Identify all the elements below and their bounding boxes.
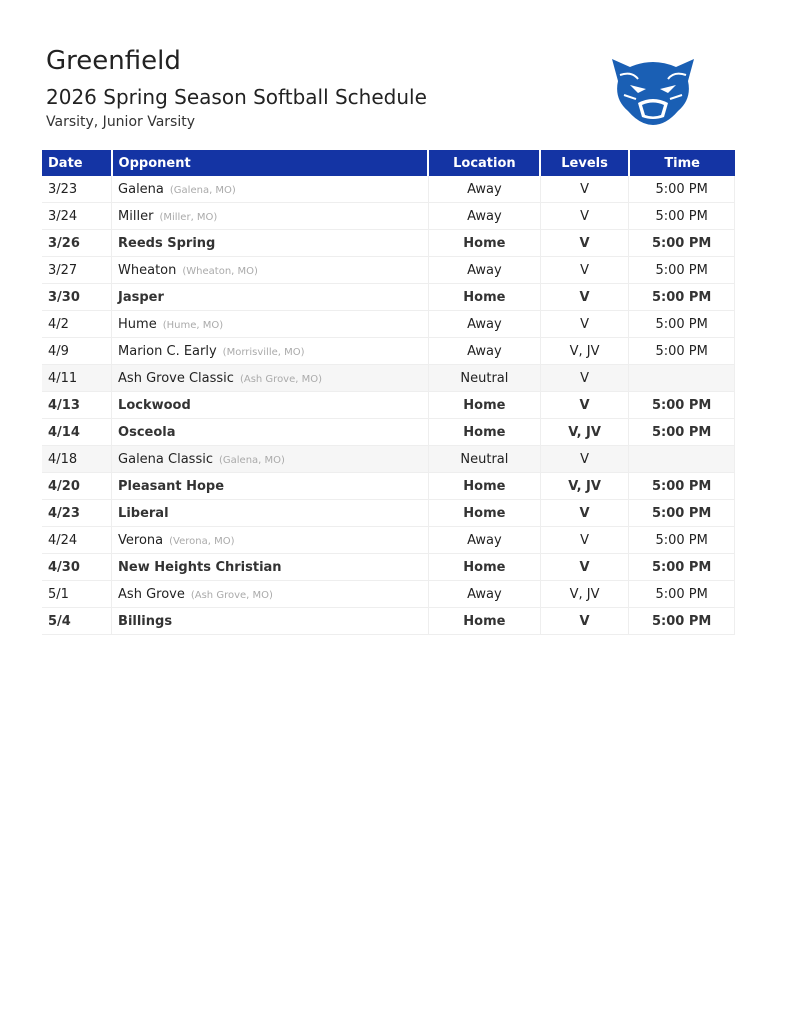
time-cell: 5:00 PM	[629, 338, 735, 365]
opponent-cell	[112, 554, 429, 581]
location-cell: Home	[428, 473, 540, 500]
opponent-cell	[112, 527, 429, 554]
table-row	[42, 203, 735, 230]
date-cell: 4/11	[42, 365, 112, 392]
opponent-cell	[112, 230, 429, 257]
location-cell: Home	[428, 284, 540, 311]
levels-cell: V	[540, 527, 629, 554]
date-cell: 3/24	[42, 203, 112, 230]
schedule-table	[42, 150, 735, 635]
location-cell: Away	[428, 203, 540, 230]
date-cell: 4/30	[42, 554, 112, 581]
time-cell: 5:00 PM	[629, 311, 735, 338]
location-cell: Home	[428, 230, 540, 257]
levels-subtitle: Varsity, Junior Varsity	[46, 114, 196, 130]
opponent-city: (Wheaton, MO)	[182, 265, 258, 277]
location-cell: Home	[428, 419, 540, 446]
table-row	[42, 338, 735, 365]
location-cell: Home	[428, 608, 540, 635]
table-row	[42, 500, 735, 527]
opponent-city: (Morrisville, MO)	[222, 346, 305, 358]
levels-cell: V, JV	[540, 338, 629, 365]
opponent-name: Liberal	[118, 505, 169, 521]
opponent-name: Marion C. Early	[118, 343, 217, 359]
time-cell: 5:00 PM	[629, 203, 735, 230]
date-cell: 4/23	[42, 500, 112, 527]
opponent-cell	[112, 392, 429, 419]
levels-cell: V	[540, 230, 629, 257]
date-cell: 4/2	[42, 311, 112, 338]
levels-cell: V, JV	[540, 581, 629, 608]
table-row	[42, 230, 735, 257]
opponent-cell	[112, 608, 429, 635]
date-cell: 5/1	[42, 581, 112, 608]
opponent-name: Jasper	[118, 289, 164, 305]
time-cell: 5:00 PM	[629, 581, 735, 608]
date-cell: 3/27	[42, 257, 112, 284]
opponent-cell	[112, 338, 429, 365]
date-cell: 4/18	[42, 446, 112, 473]
date-cell: 4/24	[42, 527, 112, 554]
time-cell: 5:00 PM	[629, 608, 735, 635]
location-cell: Away	[428, 581, 540, 608]
levels-cell: V, JV	[540, 419, 629, 446]
opponent-cell	[112, 176, 429, 203]
location-cell: Neutral	[428, 446, 540, 473]
levels-cell: V	[540, 554, 629, 581]
time-cell	[629, 446, 735, 473]
opponent-name: Ash Grove	[118, 586, 185, 602]
opponent-cell	[112, 446, 429, 473]
column-header-opponent: Opponent	[112, 150, 429, 176]
date-cell: 3/23	[42, 176, 112, 203]
table-row	[42, 284, 735, 311]
opponent-cell	[112, 581, 429, 608]
opponent-cell	[112, 311, 429, 338]
opponent-city: (Hume, MO)	[162, 319, 224, 331]
table-row	[42, 311, 735, 338]
table-row	[42, 419, 735, 446]
table-row	[42, 176, 735, 203]
opponent-name: Pleasant Hope	[118, 478, 225, 494]
time-cell: 5:00 PM	[629, 257, 735, 284]
opponent-cell	[112, 365, 429, 392]
time-cell: 5:00 PM	[629, 284, 735, 311]
time-cell: 5:00 PM	[629, 554, 735, 581]
time-cell: 5:00 PM	[629, 500, 735, 527]
time-cell: 5:00 PM	[629, 419, 735, 446]
opponent-cell	[112, 473, 429, 500]
levels-cell: V	[540, 311, 629, 338]
column-header-location: Location	[428, 150, 540, 176]
time-cell: 5:00 PM	[629, 176, 735, 203]
location-cell: Home	[428, 500, 540, 527]
time-cell: 5:00 PM	[629, 473, 735, 500]
opponent-name: Lockwood	[118, 397, 191, 413]
opponent-name: Ash Grove Classic	[118, 370, 234, 386]
date-cell: 4/20	[42, 473, 112, 500]
levels-cell: V, JV	[540, 473, 629, 500]
date-cell: 4/13	[42, 392, 112, 419]
date-cell: 3/26	[42, 230, 112, 257]
location-cell: Away	[428, 338, 540, 365]
time-cell	[629, 365, 735, 392]
opponent-name: New Heights Christian	[118, 559, 282, 575]
opponent-city: (Verona, MO)	[169, 535, 235, 547]
column-header-levels: Levels	[540, 150, 629, 176]
table-row	[42, 257, 735, 284]
location-cell: Home	[428, 392, 540, 419]
levels-cell: V	[540, 500, 629, 527]
table-row	[42, 392, 735, 419]
opponent-cell	[112, 284, 429, 311]
date-cell: 4/14	[42, 419, 112, 446]
levels-cell: V	[540, 257, 629, 284]
table-row	[42, 608, 735, 635]
opponent-name: Galena Classic	[118, 451, 213, 467]
table-row	[42, 527, 735, 554]
opponent-city: (Ash Grove, MO)	[190, 589, 273, 601]
location-cell: Away	[428, 527, 540, 554]
opponent-cell	[112, 257, 429, 284]
levels-cell: V	[540, 284, 629, 311]
opponent-name: Miller	[118, 208, 154, 224]
levels-cell: V	[540, 446, 629, 473]
location-cell: Away	[428, 257, 540, 284]
levels-cell: V	[540, 176, 629, 203]
date-cell: 5/4	[42, 608, 112, 635]
table-row	[42, 365, 735, 392]
opponent-cell	[112, 203, 429, 230]
table-row	[42, 473, 735, 500]
column-header-date: Date	[42, 150, 112, 176]
levels-cell: V	[540, 608, 629, 635]
opponent-name: Wheaton	[118, 262, 177, 278]
levels-cell: V	[540, 392, 629, 419]
opponent-name: Verona	[118, 532, 164, 548]
schedule-title: 2026 Spring Season Softball Schedule	[46, 85, 427, 109]
table-row	[42, 446, 735, 473]
opponent-city: (Galena, MO)	[169, 184, 236, 196]
opponent-name: Hume	[118, 316, 157, 332]
wildcat-logo-icon	[608, 55, 698, 127]
opponent-name: Reeds Spring	[118, 235, 216, 251]
table-row	[42, 554, 735, 581]
opponent-cell	[112, 419, 429, 446]
opponent-cell	[112, 500, 429, 527]
time-cell: 5:00 PM	[629, 230, 735, 257]
location-cell: Home	[428, 554, 540, 581]
location-cell: Neutral	[428, 365, 540, 392]
opponent-name: Osceola	[118, 424, 176, 440]
column-header-time: Time	[629, 150, 735, 176]
opponent-city: (Miller, MO)	[159, 211, 218, 223]
date-cell: 3/30	[42, 284, 112, 311]
levels-cell: V	[540, 203, 629, 230]
date-cell: 4/9	[42, 338, 112, 365]
table-row	[42, 581, 735, 608]
opponent-name: Galena	[118, 181, 164, 197]
time-cell: 5:00 PM	[629, 392, 735, 419]
location-cell: Away	[428, 311, 540, 338]
opponent-name: Billings	[118, 613, 173, 629]
levels-cell: V	[540, 365, 629, 392]
location-cell: Away	[428, 176, 540, 203]
opponent-city: (Ash Grove, MO)	[239, 373, 323, 385]
opponent-city: (Galena, MO)	[218, 454, 285, 466]
time-cell: 5:00 PM	[629, 527, 735, 554]
school-name: Greenfield	[46, 46, 181, 76]
